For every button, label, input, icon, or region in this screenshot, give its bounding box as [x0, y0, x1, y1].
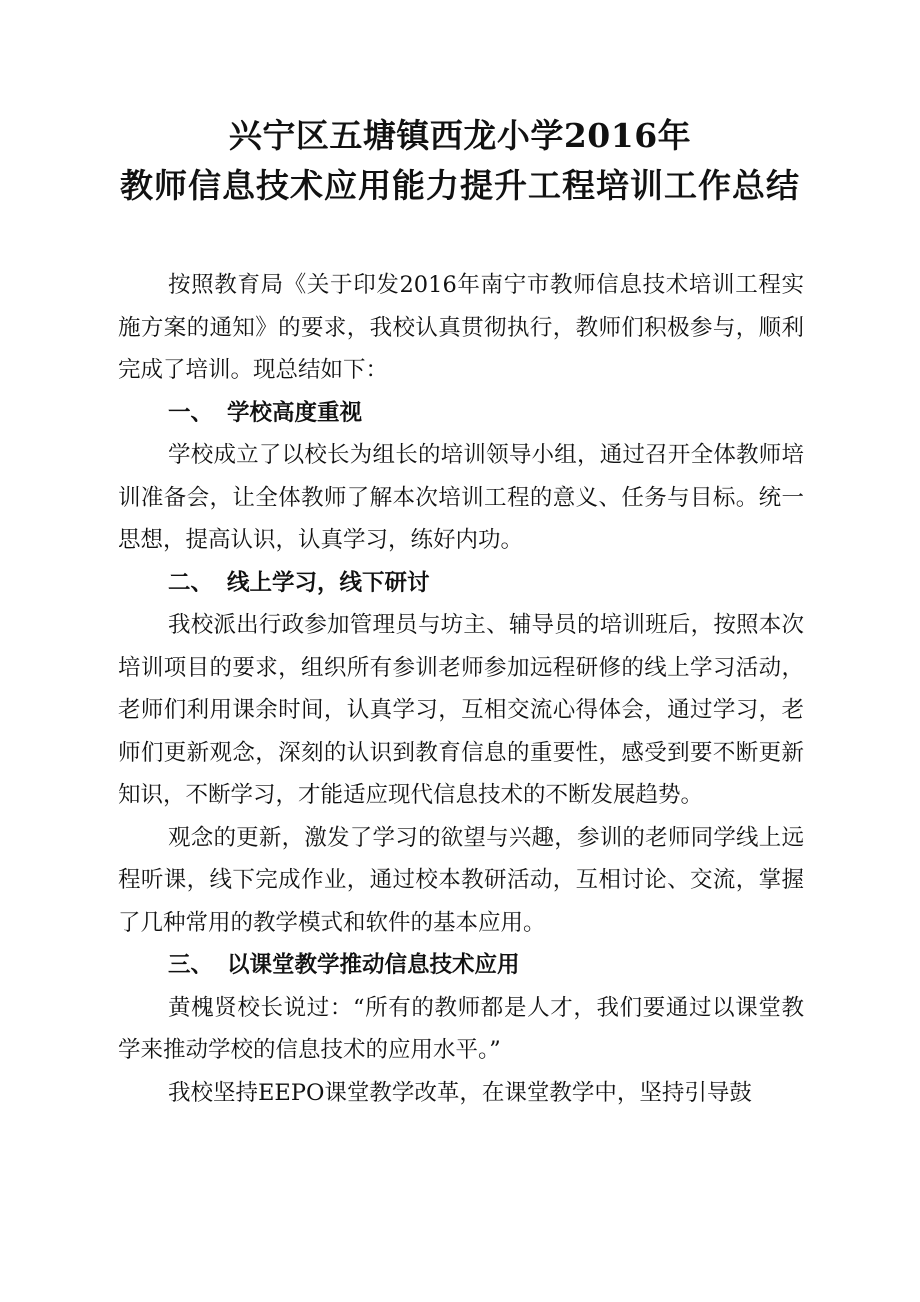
section-heading-number: 三、	[168, 952, 214, 978]
paragraph-principal-quote: 黄槐贤校长说过：“所有的教师都是人才，我们要通过以课堂教学来推动学校的信息技术的应用水平。”	[118, 994, 804, 1063]
paragraph-online-learning: 我校派出行政参加管理员与坊主、辅导员的培训班后，按照本次培训项目的要求，组织所有参训老师参加远程研修的线上学习活动，老师们利用课余时间，认真学习，互相交流心得体会，通过学习，老师们更新观念，深刻的认识到教育信息的重要性，感受到要不断更新知识，不断学习，才能适应现代信息技术的不断发展趋势。	[118, 612, 804, 808]
document-body	[118, 264, 804, 1114]
paragraph-leadership: 学校成立了以校长为组长的培训领导小组，通过召开全体教师培训准备会，让全体教师了解本次培训工程的意义、任务与目标。统一思想，提高认识，认真学习，练好内功。	[118, 442, 804, 553]
section-heading-number: 一、	[168, 399, 214, 426]
section-heading-2	[118, 562, 804, 605]
section-heading-1	[118, 392, 804, 435]
section-heading-text: 以课堂教学推动信息技术应用	[227, 952, 520, 978]
section-heading-text: 线上学习，线下研讨	[227, 569, 430, 596]
document-title-line1: 兴宁区五塘镇西龙小学2016年	[228, 116, 692, 155]
section-heading-text: 学校高度重视	[227, 399, 363, 426]
paragraph-concept-update: 观念的更新，激发了学习的欲望与兴趣，参训的老师同学线上远程听课，线下完成作业，通过校本教研活动，互相讨论、交流，掌握了几种常用的教学模式和软件的基本应用。	[118, 824, 804, 936]
paragraph-eepo-reform: 我校坚持EEPO课堂教学改革，在课堂教学中，坚持引导鼓	[168, 1079, 752, 1106]
section-heading-number: 二、	[168, 569, 214, 596]
section-heading-3	[118, 944, 804, 987]
paragraph-intro: 按照教育局《关于印发2016年南宁市教师信息技术培训工程实施方案的通知》的要求，我校认真贯彻执行，教师们积极参与，顺利完成了培训。现总结如下：	[118, 272, 804, 383]
document-title-line2: 教师信息技术应用能力提升工程培训工作总结	[120, 166, 800, 205]
